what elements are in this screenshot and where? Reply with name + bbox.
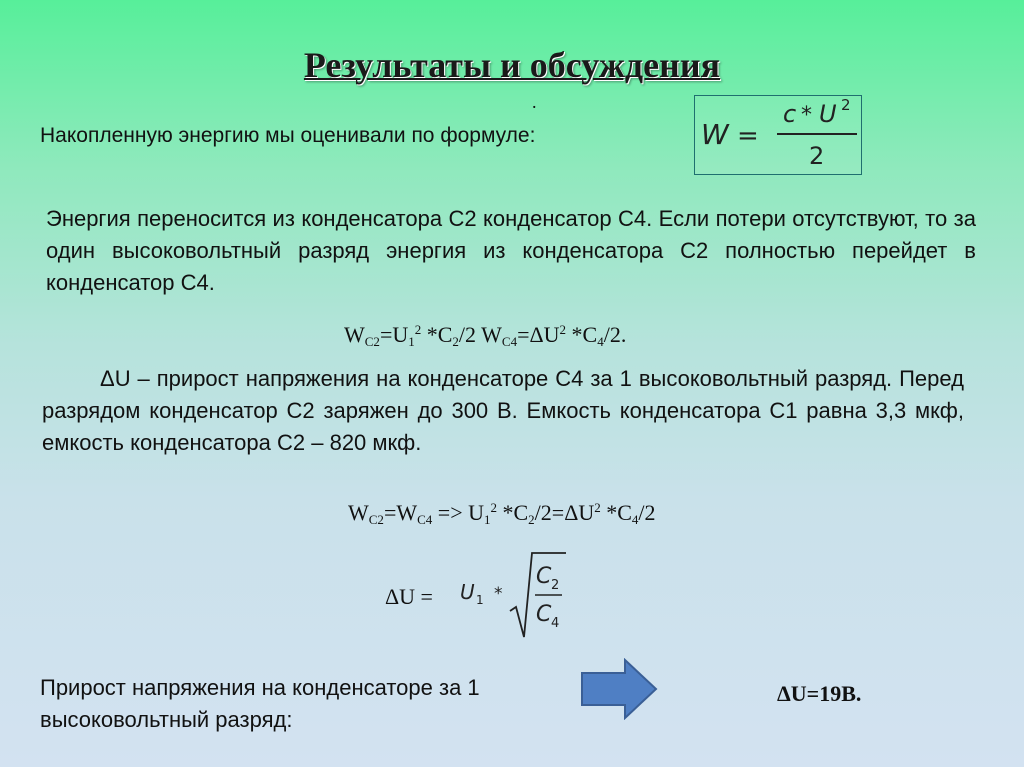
dot-mark: . — [532, 92, 537, 112]
equation-energy-balance — [344, 322, 626, 350]
sqrt-den: C — [536, 602, 552, 627]
eq2-sup: 2 — [594, 500, 601, 515]
eq2-sub: 1 — [483, 512, 491, 527]
sqrt-num-sub: 2 — [551, 578, 560, 593]
eq1-sub: 1 — [408, 334, 415, 349]
right-arrow-icon — [580, 658, 660, 720]
formula-mult: * — [801, 103, 812, 128]
formula-exp: 2 — [841, 96, 851, 114]
eq2-text: => U — [432, 500, 484, 525]
sqrt-mult: * — [494, 584, 503, 604]
eq2-text: /2 — [638, 500, 656, 525]
eq1-text: /2 W — [458, 322, 502, 347]
formula-denominator: 2 — [809, 142, 825, 170]
eq2-text: =W — [383, 500, 418, 525]
sqrt-formula-svg — [458, 549, 568, 641]
sqrt-num: C — [536, 564, 552, 589]
energy-formula — [695, 96, 861, 174]
eq2-sub: 4 — [631, 512, 639, 527]
delta-u-label: ΔU = — [385, 584, 433, 609]
eq1-sup: 2 — [414, 322, 422, 337]
final-text — [40, 672, 480, 736]
sqrt-formula — [458, 549, 568, 641]
eq2-sub: C2 — [368, 512, 384, 527]
eq1-sub: 4 — [597, 334, 604, 349]
intro-text: Накопленную энергию мы оценивали по формуле: — [40, 124, 536, 147]
final-text-line: высоковольтный разряд: — [40, 707, 293, 732]
eq2-sub: 2 — [528, 512, 535, 527]
eq1-w: W — [344, 322, 365, 347]
eq2-sup: 2 — [490, 500, 497, 515]
energy-formula-box — [694, 95, 862, 175]
eq2-text: *C — [600, 500, 632, 525]
result-value: ΔU=19В. — [777, 681, 862, 706]
paragraph-energy-transfer: Энергия переносится из конденсатора С2 конденсатор С4. Если потери отсутствуют, то за один высоковольтный разряд энергия из конденсатора С2 полностью перейдет в конденсатор С4. — [46, 206, 976, 295]
eq1-text: *C — [566, 322, 598, 347]
eq2-text: *C — [496, 500, 529, 525]
page-title: Результаты и обсуждения — [303, 45, 721, 85]
eq2-sub: C4 — [417, 512, 433, 527]
eq1-text: *C — [421, 322, 453, 347]
equation-energy-equality — [348, 500, 656, 528]
formula-w: W — [701, 118, 729, 151]
eq1-sub: C2 — [364, 334, 380, 349]
formula-u: U — [819, 100, 837, 128]
eq1-sub: C4 — [501, 334, 518, 349]
sqrt-u: U — [460, 580, 475, 604]
eq1-text: /2. — [603, 322, 627, 347]
paragraph-delta-u — [42, 363, 964, 459]
eq2-text: W — [348, 500, 369, 525]
right-arrow-shape — [582, 660, 656, 718]
eq1-sub: 2 — [452, 334, 459, 349]
formula-equals: = — [737, 121, 759, 151]
eq1-text: =ΔU — [517, 322, 560, 347]
eq1-text: =U — [379, 322, 409, 347]
eq2-text: /2=ΔU — [534, 500, 595, 525]
formula-c: c — [783, 100, 797, 128]
sqrt-u-sub: 1 — [476, 593, 484, 607]
sqrt-den-sub: 4 — [551, 616, 560, 631]
eq1-sup: 2 — [559, 322, 567, 337]
final-text-line: Прирост напряжения на конденсаторе за 1 — [40, 675, 480, 700]
paragraph-delta-u-text: ΔU – прирост напряжения на конденсаторе С4 за 1 высоковольтный разряд. Перед разрядом конденсатор С2 заряжен до 300 В. Емкость конденсатора С1 равна 3,3 мкф, емкость конденсатора С2 – 820 мкф. — [42, 366, 964, 455]
